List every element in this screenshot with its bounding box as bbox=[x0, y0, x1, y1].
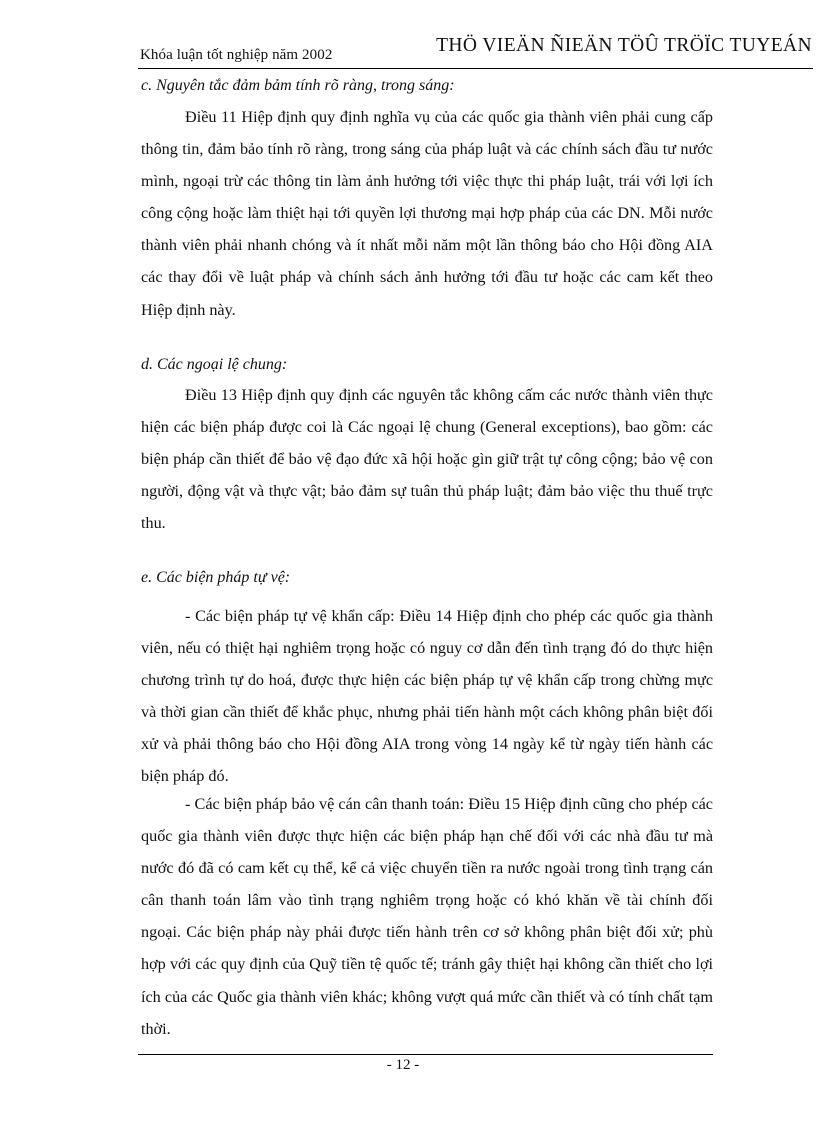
paragraph-article-11: Điều 11 Hiệp định quy định nghĩa vụ của các quốc gia thành viên phải cung cấp thông tin, đảm bảo tính rõ ràng, trong sáng của pháp luật và các chính sách đầu tư nước mình, ngoại trừ các thông tin làm ảnh hưởng tới việc thực thi pháp luật, trái với lợi ích công cộng hoặc làm thiệt hại tới quyền lợi thương mại hợp pháp của các DN. Mỗi nước thành viên phải nhanh chóng và ít nhất mỗi năm một lần thông báo cho Hội đồng AIA các thay đổi về luật pháp và chính sách ảnh hưởng tới đầu tư hoặc các cam kết theo Hiệp định này. bbox=[141, 108, 713, 319]
footer-divider bbox=[138, 1054, 713, 1055]
page-number bbox=[0, 1057, 816, 1074]
section-heading-d: d. Các ngoại lệ chung: bbox=[141, 356, 288, 373]
page-number-text: - 12 - bbox=[386, 1057, 420, 1073]
paragraph-article-15: - Các biện pháp bảo vệ cán cân thanh toán: Điều 15 Hiệp định cũng cho phép các quốc gia thành viên được thực hiện các biện pháp hạn chế đối với các nhà đầu tư mà nước đó đã có cam kết cụ thể, kể cả việc chuyển tiền ra nước ngoài trong tình trạng cán cân thanh toán lâm vào tình trạng nghiêm trọng hoặc có khó khăn về tài chính đối ngoại. Các biện pháp này phải được tiến hành trên cơ sở không phân biệt đối xử; phù hợp với các quy định của Quỹ tiền tệ quốc tế; tránh gây thiệt hại không cần thiết cho lợi ích của các Quốc gia thành viên khác; không vượt quá mức cần thiết và có tính chất tạm thời. bbox=[141, 795, 713, 1038]
paragraph-article-14: - Các biện pháp tự vệ khẩn cấp: Điều 14 Hiệp định cho phép các quốc gia thành viên, nếu có thiệt hại nghiêm trọng hoặc có nguy cơ dẫn đến tình trạng đó do thực hiện chương trình tự do hoá, được thực hiện các biện pháp tự vệ khẩn cấp trong chừng mực và thời gian cần thiết để khắc phục, nhưng phải tiến hành một cách không phân biệt đối xử và phải thông báo cho Hội đồng AIA trong vòng 14 ngày kể từ ngày tiến hành các biện pháp đó. bbox=[141, 607, 713, 786]
library-banner: THÖ VIEÄN ÑIEÄN TÖÛ TRÖÏC TUYEÁN bbox=[436, 35, 812, 56]
thesis-title: Khóa luận tốt nghiệp năm 2002 bbox=[140, 47, 333, 63]
section-heading-e: e. Các biện pháp tự vệ: bbox=[141, 569, 291, 586]
paragraph-article-13: Điều 13 Hiệp định quy định các nguyên tắc không cấm các nước thành viên thực hiện các biện pháp được coi là Các ngoại lệ chung (General exceptions), bao gồm: các biện pháp cần thiết để bảo vệ đạo đức xã hội hoặc gìn giữ trật tự công cộng; bảo vệ con người, động vật và thực vật; bảo đảm sự tuân thủ pháp luật; đảm bảo việc thu thuế trực thu. bbox=[141, 386, 713, 533]
header-divider bbox=[138, 68, 813, 69]
section-heading-c: c. Nguyên tắc đảm bảm tính rõ ràng, trong sáng: bbox=[141, 77, 455, 94]
